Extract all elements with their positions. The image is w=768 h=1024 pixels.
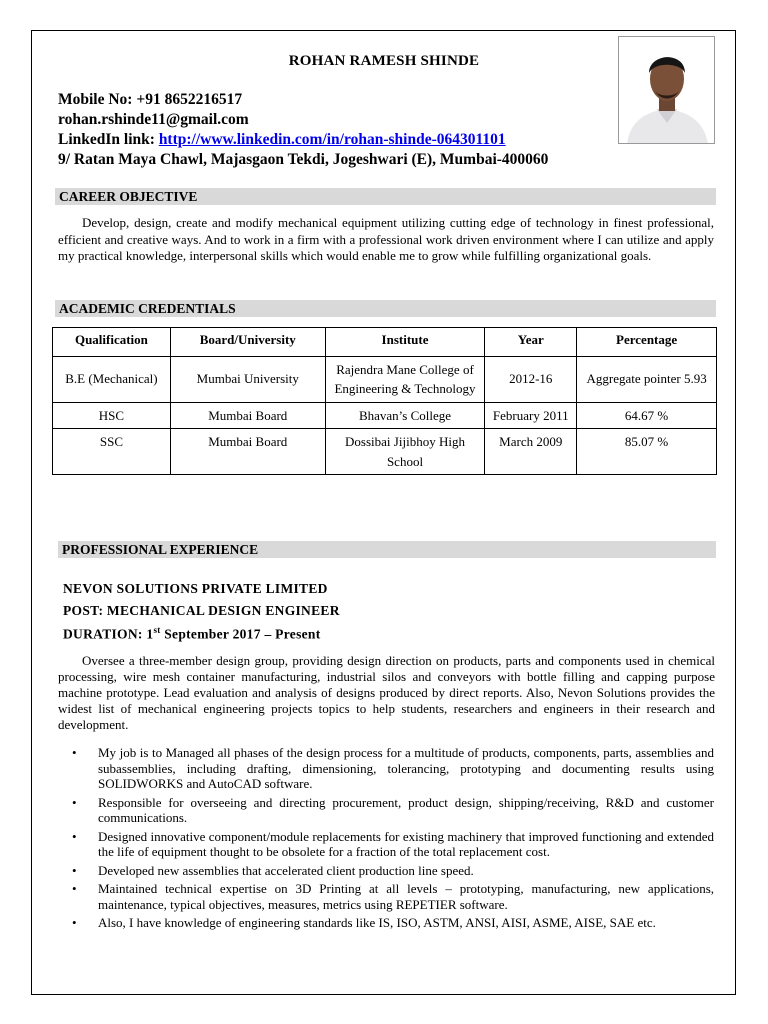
- table-cell: February 2011: [485, 402, 577, 429]
- career-objective-heading: CAREER OBJECTIVE: [55, 188, 716, 205]
- candidate-name: ROHAN RAMESH SHINDE: [288, 53, 480, 69]
- linkedin-label: LinkedIn link:: [58, 131, 155, 148]
- duty-text: Developed new assemblies that accelerated client production line speed.: [98, 862, 474, 878]
- duty-text: Maintained technical expertise on 3D Printing at all levels – prototyping, manufacturing, new applications, maintenance, typical objectives, measures, metrics using REPETIER software.: [98, 881, 714, 912]
- table-cell: Mumbai Board: [170, 402, 325, 429]
- career-objective-text: Develop, design, create and modify mechanical equipment utilizing cutting edge of technology in finest professional, efficient and creative ways. And to work in a firm with a professional work driven environment where I can utilize and apply my practical knowledge, interpersonal skills which would enable me to grow while fulfilling organizational goals.: [58, 215, 714, 263]
- table-row: [53, 429, 717, 475]
- duties-list: [62, 745, 714, 934]
- duty-text: Also, I have knowledge of engineering standards like IS, ISO, ASTM, ANSI, AISI, ASME, AISE, SAE etc.: [98, 915, 656, 930]
- bullet-icon: •: [72, 862, 77, 878]
- bullet-icon: •: [72, 828, 77, 844]
- duty-text: Designed innovative component/module replacements for existing machinery that improved functioning and extended the life of equipment thought to be obsolete for a fraction of the total replacement cost.: [98, 828, 714, 859]
- academic-table: [52, 327, 717, 475]
- table-cell: Dossibai Jijibhoy High School: [325, 429, 485, 475]
- email: rohan.rshinde11@gmail.com: [58, 111, 249, 128]
- profile-photo: [618, 36, 715, 144]
- list-item: [62, 745, 714, 792]
- list-item: [62, 881, 714, 912]
- table-cell: 85.07 %: [577, 429, 717, 475]
- column-header: Percentage: [577, 328, 717, 357]
- address: 9/ Ratan Maya Chawl, Majasgaon Tekdi, Jogeshwari (E), Mumbai-400060: [58, 151, 549, 168]
- bullet-icon: •: [72, 794, 77, 810]
- duty-text: Responsible for overseeing and directing procurement, product design, shipping/receiving, R&D and customer communications.: [98, 794, 714, 825]
- table-cell: Mumbai Board: [170, 429, 325, 475]
- experience-summary: Oversee a three-member design group, providing design direction on products, parts and components used in chemical processing, wire mesh container manufacturing, industrial silos and conveyors with bottle filling and capping purpose machine prototype. Lead evaluation and analysis of designs produced by direct reports. Also, Nevon Solutions provides the widest list of mechanical engineering projects topics to help students, researchers and engineers in their research and development.: [58, 653, 715, 732]
- professional-experience-heading: PROFESSIONAL EXPERIENCE: [58, 541, 716, 558]
- linkedin-line: [58, 131, 506, 149]
- column-header: Qualification: [53, 328, 171, 357]
- mobile-number: +91 8652216517: [136, 91, 243, 108]
- table-cell: HSC: [53, 402, 171, 429]
- column-header: Board/University: [170, 328, 325, 357]
- duration-superscript: st: [153, 625, 161, 635]
- duration-label: DURATION: 1: [63, 626, 154, 642]
- bullet-icon: •: [72, 745, 77, 760]
- column-header: Year: [485, 328, 577, 357]
- job-duration: [63, 625, 321, 643]
- company-name: NEVON SOLUTIONS PRIVATE LIMITED: [63, 581, 328, 596]
- table-cell: Rajendra Mane College of Engineering & Technology: [325, 356, 485, 402]
- table-cell: Mumbai University: [170, 356, 325, 402]
- list-item: [62, 829, 714, 860]
- table-cell: SSC: [53, 429, 171, 475]
- table-header-row: [53, 328, 717, 357]
- table-cell: Bhavan’s College: [325, 402, 485, 429]
- mobile-line: [58, 91, 242, 109]
- table-cell: 64.67 %: [577, 402, 717, 429]
- list-item: [62, 915, 714, 931]
- table-row: [53, 402, 717, 429]
- column-header: Institute: [325, 328, 485, 357]
- bullet-icon: •: [72, 881, 77, 896]
- table-cell: March 2009: [485, 429, 577, 475]
- linkedin-link[interactable]: http://www.linkedin.com/in/rohan-shinde-064301101: [158, 131, 506, 148]
- duty-text: My job is to Managed all phases of the design process for a multitude of products, components, parts, assemblies and subassemblies, including drafting, dimensioning, tolerancing, prototyping and documenting results using SOLIDWORKS and AutoCAD software.: [98, 745, 714, 791]
- list-item: [62, 863, 714, 879]
- table-row: [53, 356, 717, 402]
- mobile-label: Mobile No:: [58, 91, 133, 108]
- list-item: [62, 795, 714, 826]
- duration-dates: September 2017 – Present: [160, 626, 321, 642]
- academic-credentials-heading: ACADEMIC CREDENTIALS: [55, 300, 716, 317]
- bullet-icon: •: [72, 915, 77, 930]
- table-cell: B.E (Mechanical): [53, 356, 171, 402]
- table-cell: Aggregate pointer 5.93: [577, 356, 717, 402]
- job-post: POST: MECHANICAL DESIGN ENGINEER: [63, 603, 340, 618]
- table-cell: 2012-16: [485, 356, 577, 402]
